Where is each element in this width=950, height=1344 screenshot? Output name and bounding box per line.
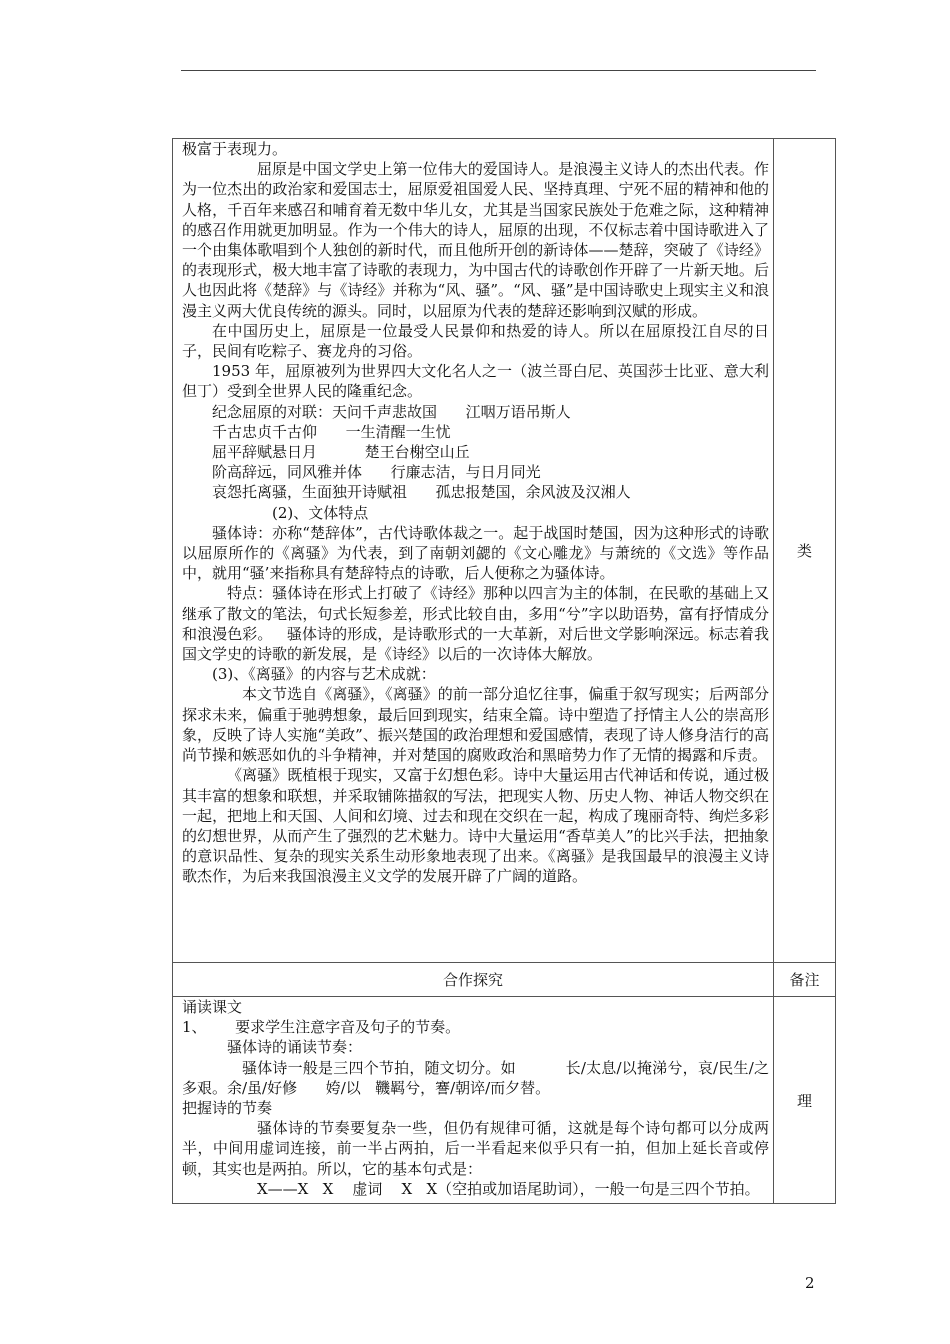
page-number: 2 [805,1274,815,1292]
content-row-lower [173,997,836,1204]
section-heading: (3)、《离骚》的内容与艺术成就： [212,665,436,684]
couplet-line: 纪念屈原的对联：天问千声悲故国 江咽万语吊斯人 [212,402,571,421]
couplet-line: 千古忠贞千古仰 一生清醒一生忧 [212,422,451,441]
remarks-header: 备注 [774,963,836,997]
couplet-line: 阶高辞远，同风雅并体 行廉志洁，与日月同光 [212,463,541,482]
paragraph: 1953 年，屈原被列为世界四大文化名人之一（波兰哥白尼、英国莎士比亚、意大利但丁）受到全世界人民的隆重纪念。 [182,362,769,401]
header-rule [181,70,816,71]
side-note-cell [774,139,836,963]
paragraph: X——X X 虚词 X X（空拍或加语尾助词），一般一句是三四个节拍。 [257,1179,760,1198]
paragraph: 诵读课文 [182,998,243,1016]
paragraph: 极富于表现力。 [182,140,288,158]
lesson-table [172,138,836,1204]
upper-content-cell [173,139,774,963]
paragraph: 屈原是中国文学史上第一位伟大的爱国诗人。是浪漫主义诗人的杰出代表。作为一位杰出的政治家和爱国志士，屈原爱祖国爱人民、坚持真理、宁死不屈的精神和他的人格，千百年来感召和哺育着无数中华儿女，尤其是当国家民族处于危难之际，这种精神的感召作用就更加明显。作为一个伟大的诗人，屈原的出现，不仅标志着中国诗歌进入了一个由集体歌唱到个人独创的新时代，而且他所开创的新诗体——楚辞，突破了《诗经》的表现形式，极大地丰富了诗歌的表现力，为中国古代的诗歌创作开辟了一片新天地。后人也因此将《楚辞》与《诗经》并称为“风、骚”。“风、骚”是中国诗歌史上现实主义和浪漫主义两大优良传统的源头。同时，以屈原为代表的楚辞还影响到汉赋的形成。 [182,160,769,320]
paragraph: 《离骚》既植根于现实，又富于幻想色彩。诗中大量运用古代神话和传说，通过极其丰富的想象和联想，并采取铺陈描叙的写法，把现实人物、历史人物、神话人物交织在一起，把地上和天国、人间和幻境、过去和现在交织在一起，构成了瑰丽奇特、绚烂多彩的幻想世界，从而产生了强烈的艺术魅力。诗中大量运用“香草美人”的比兴手法，把抽象的意识品性、复杂的现实关系生动形象地表现了出来。《离骚》是我国最早的浪漫主义诗歌杰作，为后来我国浪漫主义文学的发展开辟了广阔的道路。 [182,766,769,886]
section-header: 合作探究 [173,963,774,997]
paragraph: 骚体诗一般是三四个节拍，随文切分。如 长/太息/以掩涕兮，哀/民生/之多艰。余/虽/好修 姱/以 鞿羁兮，謇/朝谇/而夕替。 [182,1058,769,1097]
side-note-cell [774,997,836,1204]
paragraph: 1、 要求学生注意字音及句子的节奏。 [182,1018,461,1037]
paragraph: 本文节选自《离骚》，《离骚》的前一部分追忆往事，偏重于叙写现实；后两部分探求未来，偏重于驰骋想象，最后回到现实，结束全篇。诗中塑造了抒情主人公的崇高形象，反映了诗人实施“美政”、振兴楚国的政治理想和爱国感情，表现了诗人修身洁行的高尚节操和嫉恶如仇的斗争精神，并对楚国的腐败政治和黑暗势力作了无情的揭露和斥责。 [182,685,769,765]
paragraph: 骚体诗的节奏要复杂一些，但仍有规律可循，这就是每个诗句都可以分成两半，中间用虚词连接，前一半占两拍，后一半看起来似乎只有一拍，但加上延长音或停顿，其实也是两拍。所以，它的基本句式是： [182,1119,769,1178]
couplet-line: 哀怨托离骚，生面独开诗赋祖 孤忠报楚国，余风波及汉湘人 [212,483,631,502]
lower-content-cell [173,997,774,1204]
couplet-line: 屈平辞赋悬日月 楚王台榭空山丘 [212,443,470,462]
paragraph: 骚体诗：亦称“楚辞体”，古代诗歌体裁之一。起于战国时楚国，因为这种形式的诗歌以屈原所作的《离骚》为代表，到了南朝刘勰的《文心雕龙》与萧统的《文选》等作品中，就用“骚’来指称具有楚辞特点的诗歌，后人便称之为骚体诗。 [182,523,769,583]
paragraph: 在中国历史上，屈原是一位最受人民景仰和热爱的诗人。所以在屈原投江自尽的日子，民间有吃粽子、赛龙舟的习俗。 [182,321,769,361]
section-heading: (2)、文体特点 [272,503,369,522]
side-label: 理 [796,1091,812,1110]
paragraph: 特点：骚体诗在形式上打破了《诗经》那种以四言为主的体制，在民歌的基础上又继承了散文的笔法，句式长短参差，形式比较自由，多用“兮”字以助语势，富有抒情成分和浪漫色彩。 骚体诗的形成，是诗歌形式的一大革新，对后世文学影响深远。标志着我国文学史的诗歌的新发展，是《诗经》以后的一次诗体大解放。 [182,584,769,664]
paragraph: 骚体诗的诵读节奏： [227,1038,363,1057]
section-header-row [173,963,836,997]
side-label: 类 [796,542,812,560]
paragraph: 把握诗的节奏 [182,1099,273,1118]
content-row-upper [173,139,836,963]
